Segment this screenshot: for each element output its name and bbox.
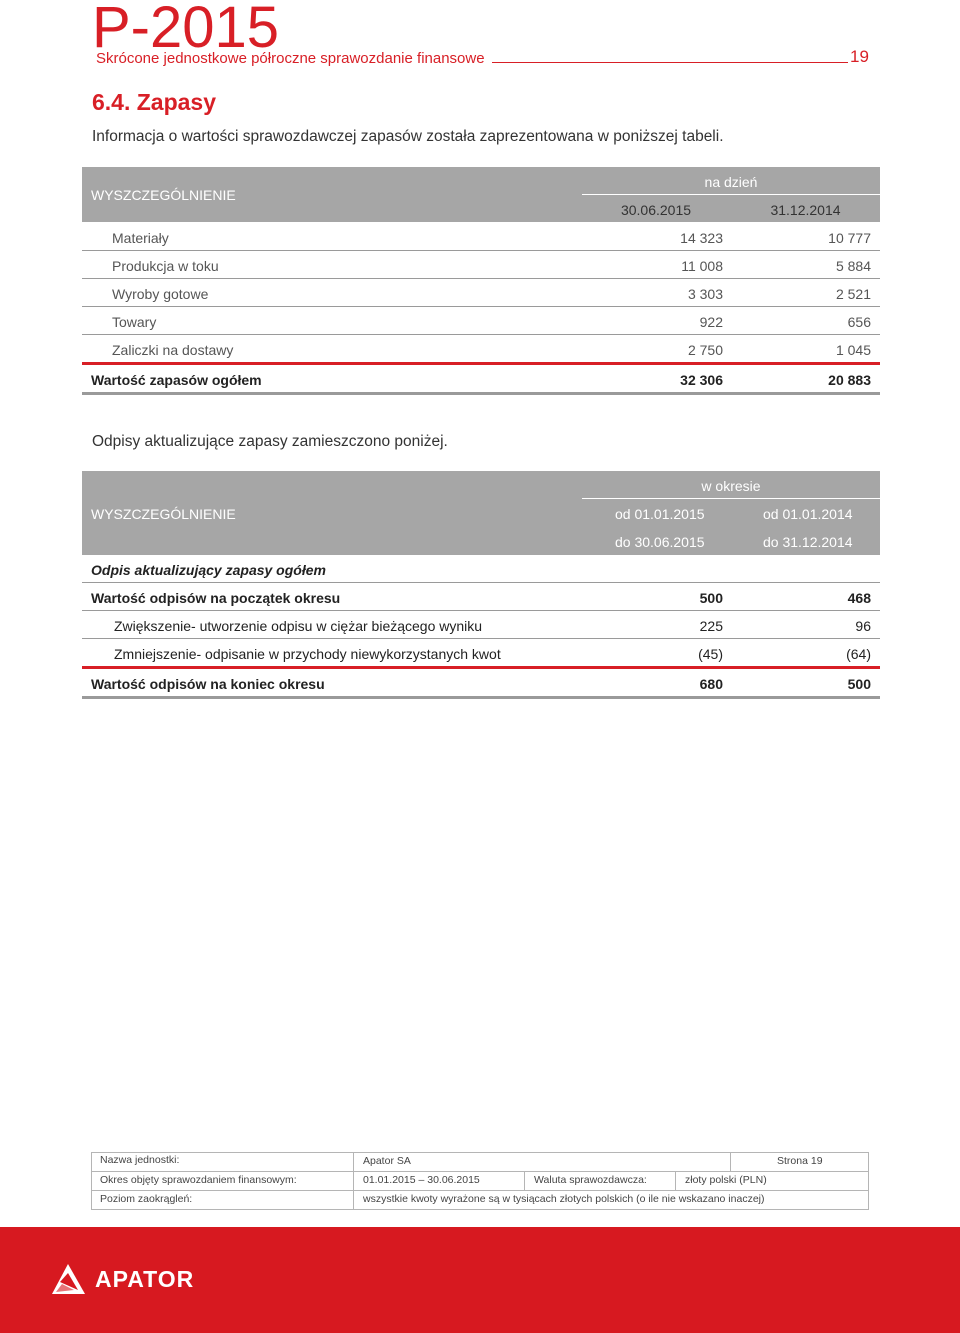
- row-label: Wyroby gotowe: [112, 286, 209, 302]
- footer-band: [0, 1227, 960, 1333]
- opening-label: Wartość odpisów na początek okresu: [91, 590, 341, 606]
- closing-value-2015: 680: [699, 676, 723, 692]
- report-code: P-2015: [92, 0, 280, 60]
- table-row: [82, 279, 880, 307]
- table-header: [82, 167, 880, 222]
- row-value-2015: 2 750: [687, 342, 723, 358]
- currency-value: złoty polski (PLN): [685, 1174, 767, 1186]
- row-value-2014: 10 777: [828, 230, 871, 246]
- row-value-2014: 96: [855, 618, 871, 634]
- table-row: [82, 335, 880, 365]
- table-header: [82, 471, 880, 555]
- row-value-2015: 11 008: [681, 258, 723, 274]
- intro-text: Informacja o wartości sprawozdawczej zapasów została zaprezentowana w poniższej tabeli.: [92, 128, 724, 145]
- period-1-to: do 30.06.2015: [615, 534, 705, 550]
- date-column-2: 31.12.2014: [770, 202, 841, 218]
- table-row: [82, 251, 880, 279]
- header-divider: [492, 62, 848, 63]
- row-label: Zwiększenie- utworzenie odpisu w ciężar bieżącego wyniku: [114, 618, 483, 634]
- column-header-label: WYSZCZEGÓLNIENIE: [91, 506, 236, 522]
- section-title: 6.4. Zapasy: [92, 89, 217, 115]
- row-value-2014: 1 045: [835, 342, 871, 358]
- table-row: [82, 611, 880, 639]
- row-value-2015: (45): [698, 646, 723, 662]
- row-value-2014: 5 884: [835, 258, 871, 274]
- group-header: w okresie: [701, 478, 761, 494]
- apator-logo-text: APATOR: [95, 1266, 195, 1292]
- footer-page-label: Strona 19: [777, 1155, 823, 1167]
- footer-info-table: [91, 1152, 869, 1209]
- writedown-table: [82, 471, 880, 699]
- row-label: Produkcja w toku: [112, 258, 219, 274]
- period-label: Okres objęty sprawozdaniem finansowym:: [100, 1174, 297, 1186]
- table-row: [82, 639, 880, 669]
- row-value-2014: (64): [846, 646, 871, 662]
- writedown-intro-text: Odpisy aktualizujące zapasy zamieszczono poniżej.: [92, 433, 448, 450]
- apator-logo: [52, 1264, 222, 1301]
- closing-value-2014: 500: [847, 676, 871, 692]
- rounding-label: Poziom zaokrągleń:: [100, 1193, 193, 1205]
- date-column-1: 30.06.2015: [620, 202, 692, 218]
- row-label: Zaliczki na dostawy: [112, 342, 234, 358]
- row-label: Materiały: [112, 230, 169, 246]
- column-header-label: WYSZCZEGÓLNIENIE: [91, 187, 236, 203]
- row-value-2015: 225: [699, 618, 723, 634]
- total-value-2014: 20 883: [828, 372, 871, 388]
- group-header: na dzień: [704, 174, 758, 190]
- opening-value-2014: 468: [847, 590, 871, 606]
- subheader-row: [82, 555, 880, 583]
- entity-label: Nazwa jednostki:: [100, 1154, 180, 1166]
- subheader-label: Odpis aktualizujący zapasy ogółem: [91, 562, 326, 578]
- inventory-table: [82, 167, 880, 393]
- header-divider-line: [582, 194, 880, 195]
- total-label: Wartość zapasów ogółem: [91, 372, 262, 388]
- table-row: [82, 223, 880, 251]
- table-row: [82, 307, 880, 335]
- rounding-value: wszystkie kwoty wyrażone są w tysiącach złotych polskich (o ile nie wskazano inaczej): [363, 1193, 765, 1205]
- period-2-to: do 31.12.2014: [763, 534, 853, 550]
- period-value: 01.01.2015 – 30.06.2015: [363, 1174, 480, 1186]
- period-2-from: od 01.01.2014: [763, 506, 853, 522]
- row-value-2015: 14 323: [680, 230, 723, 246]
- entity-value: Apator SA: [363, 1155, 411, 1167]
- row-value-2014: 656: [847, 314, 871, 330]
- closing-row: [82, 669, 880, 699]
- report-subtitle: Skrócone jednostkowe półroczne sprawozdanie finansowe: [96, 50, 485, 67]
- currency-label: Waluta sprawozdawcza:: [534, 1174, 647, 1186]
- period-1-from: od 01.01.2015: [615, 506, 705, 522]
- opening-row: [82, 583, 880, 611]
- row-label: Towary: [112, 314, 157, 330]
- total-row: [82, 365, 880, 395]
- row-value-2015: 3 303: [687, 286, 723, 302]
- row-label: Zmniejszenie- odpisanie w przychody niewykorzystanych kwot: [114, 646, 501, 662]
- total-value-2015: 32 306: [680, 372, 723, 388]
- page-number: 19: [850, 47, 869, 66]
- opening-value-2015: 500: [699, 590, 723, 606]
- row-value-2014: 2 521: [835, 286, 871, 302]
- header-divider-line: [582, 498, 880, 499]
- closing-label: Wartość odpisów na koniec okresu: [91, 676, 325, 692]
- row-value-2015: 922: [699, 314, 723, 330]
